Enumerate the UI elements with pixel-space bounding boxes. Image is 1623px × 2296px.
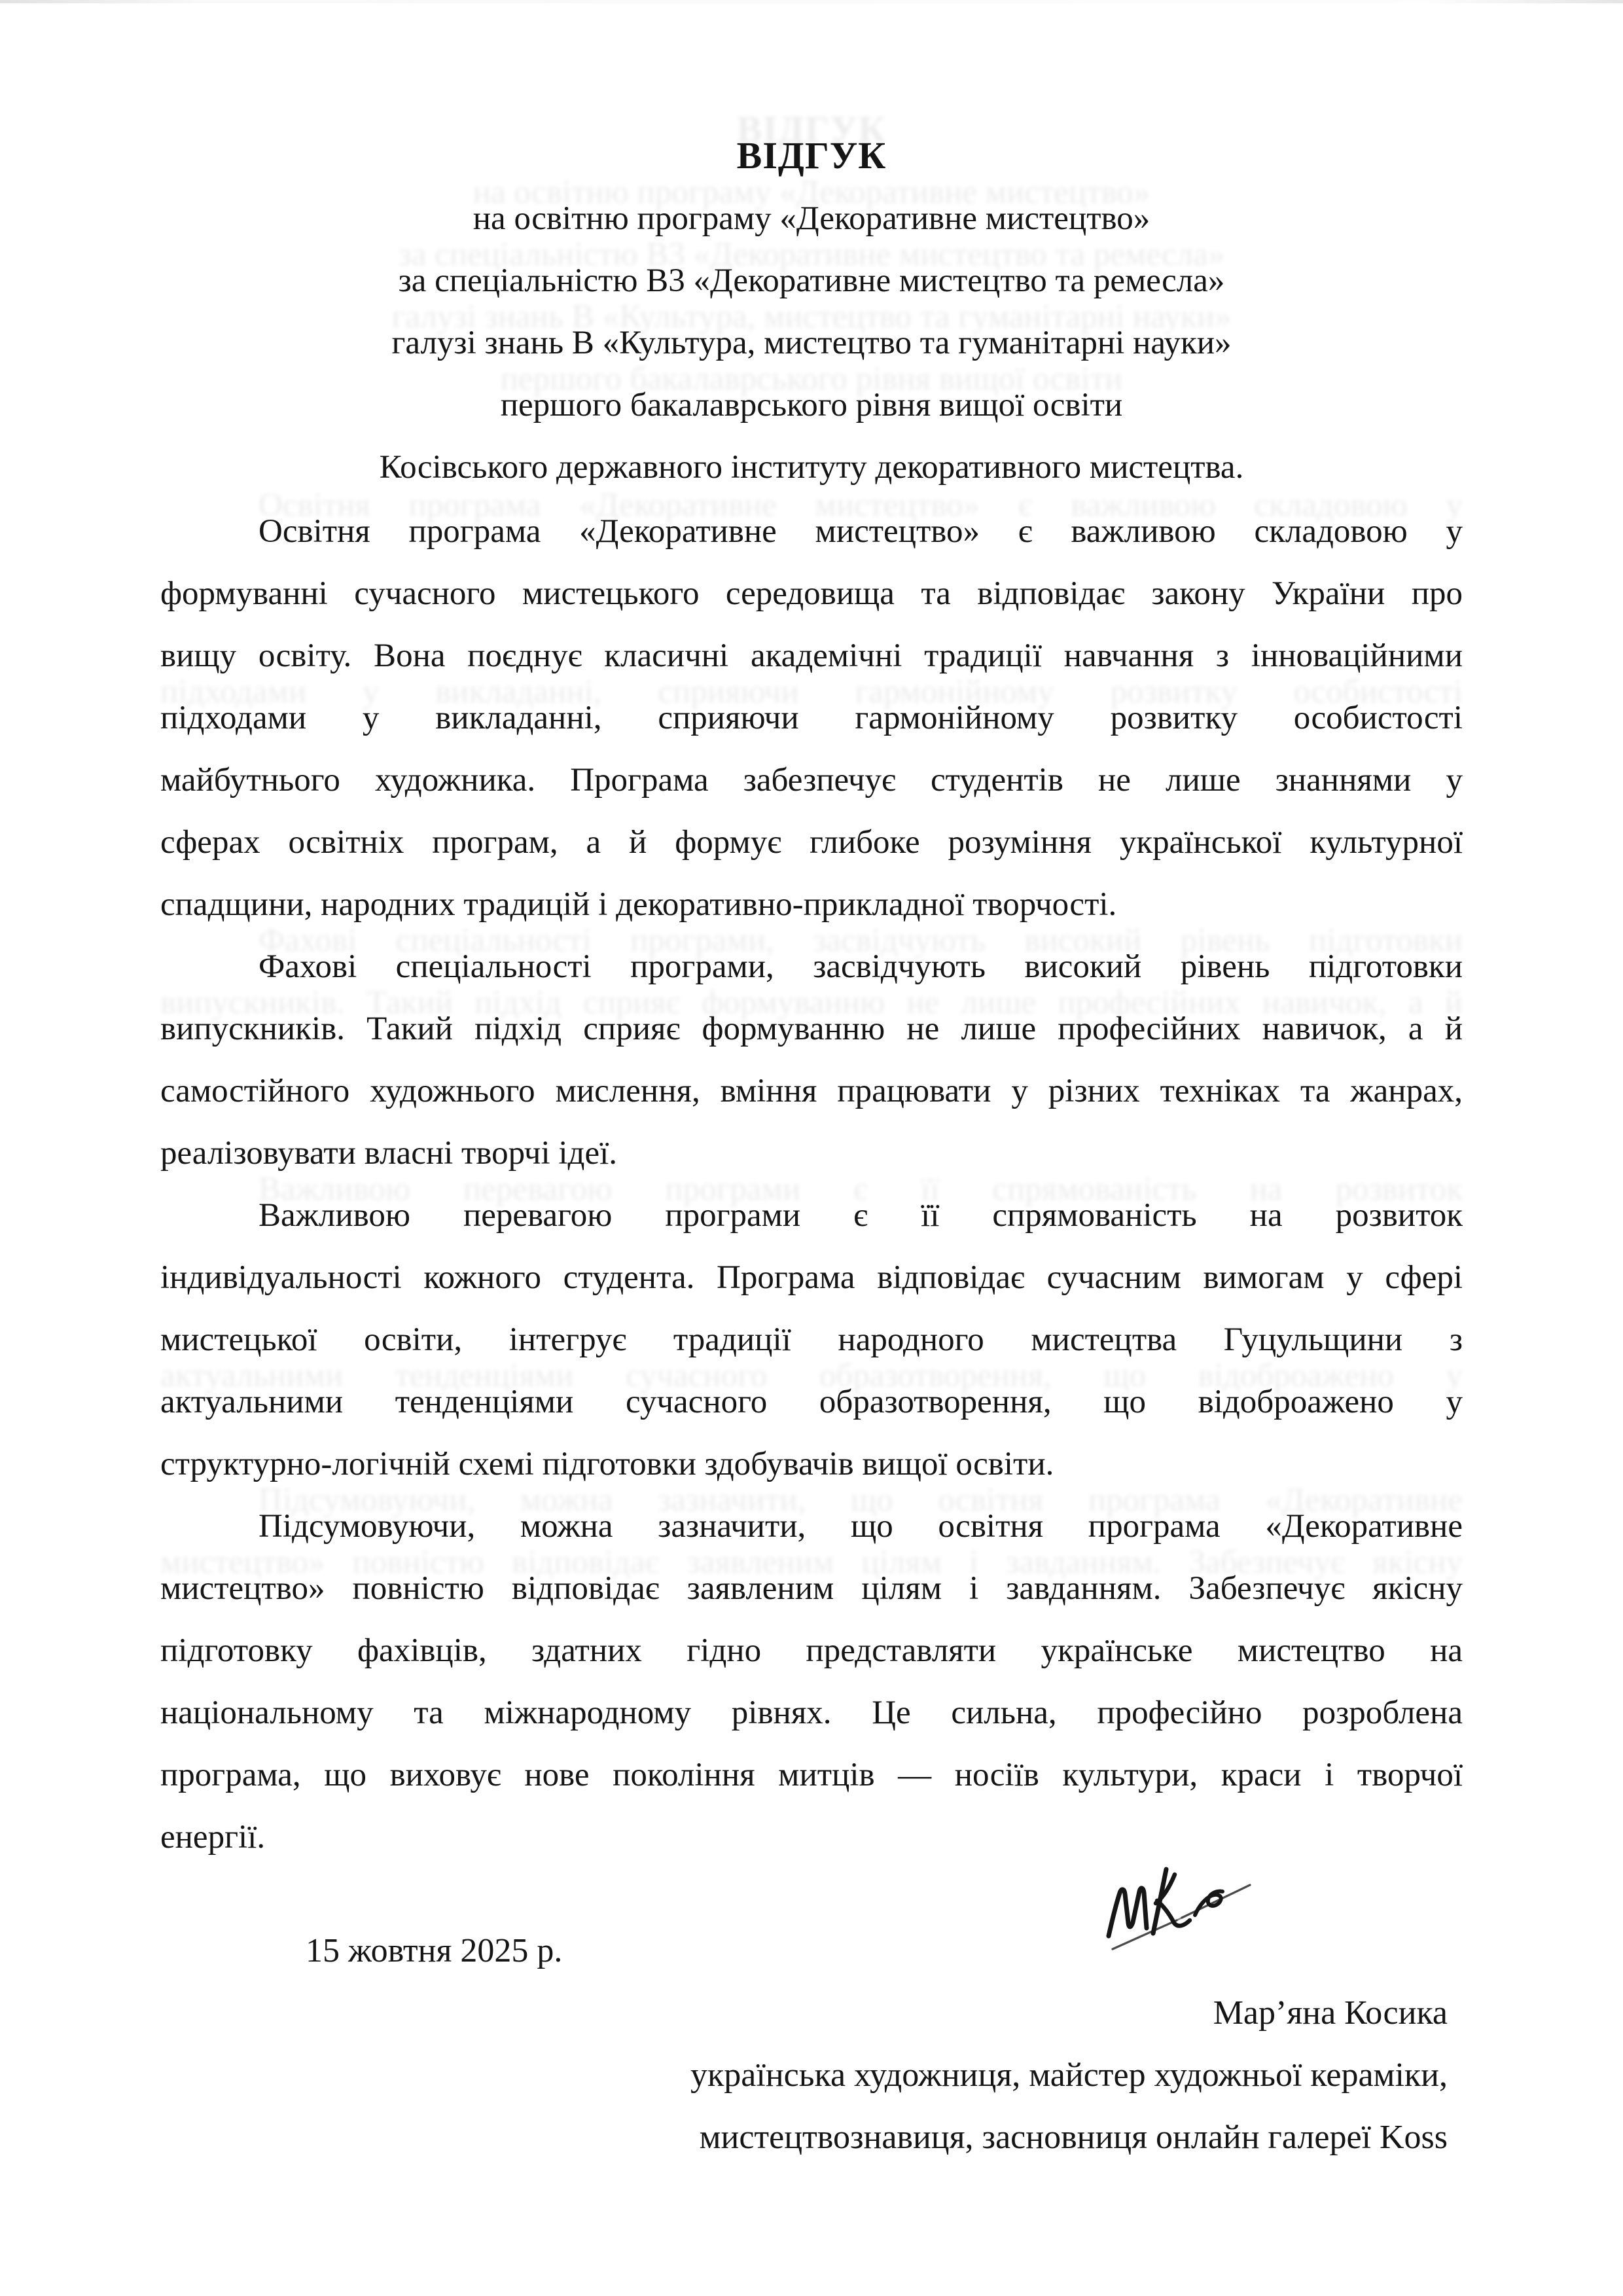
body-line: підходами у викладанні, сприяючи гармонійному розвитку особистості (160, 700, 1463, 736)
document-body (160, 501, 1463, 1869)
header-line-institution: Косівського державного інституту декоративного мистецтва. (379, 449, 1244, 486)
body-line: Важливою перевагою програми є її спрямованість на розвиток (259, 1197, 1463, 1234)
body-line: мистецтво» повністю відповідає заявленим цілям і завданням. Забезпечує якісну (160, 1570, 1463, 1607)
body-line: Освітня програма «Декоративне мистецтво» є важливою складовою у (259, 513, 1463, 550)
body-line: індивідуальності кожного студента. Програма відповідає сучасним вимогам у сфері (160, 1259, 1463, 1296)
body-line: сферах освітніх програм, а й формує глибоке розуміння української культурної (160, 824, 1463, 861)
body-line: Фахові спеціальності програми, засвідчують високий рівень підготовки (259, 948, 1463, 985)
document-header (160, 188, 1463, 499)
body-line: актуальними тенденціями сучасного образотворення, що відоброажено у (160, 1384, 1463, 1420)
body-line: підготовку фахівців, здатних гідно представляти українське мистецтво на (160, 1632, 1463, 1669)
body-line: реалізовувати власні творчі ідеї. (160, 1135, 618, 1172)
document-title: ВІДГУК (736, 134, 887, 177)
body-line: Підсумовуючи, можна зазначити, що освітня програма «Декоративне (259, 1508, 1463, 1545)
signer-credential: українська художниця, майстер художньої кераміки, (690, 2056, 1448, 2094)
header-line-field: галузі знань В «Культура, мистецтво та гуманітарні науки» (391, 325, 1232, 361)
body-line: національному та міжнародному рівнях. Це сильна, професійно розроблена (160, 1695, 1463, 1731)
header-line-program: на освітню програму «Декоративне мистецтво» (473, 200, 1150, 237)
body-line: програма, що виховує нове покоління митців — носіїв культури, краси і творчої (160, 1757, 1463, 1793)
body-line: випускників. Такий підхід сприяє формуванню не лише професійних навичок, а й (160, 1011, 1463, 1047)
signer-credential: мистецтвознавиця, засновниця онлайн галереї Koss (699, 2119, 1448, 2156)
signature-icon (1098, 1860, 1258, 1958)
body-line: майбутнього художника. Програма забезпечує студентів не лише знаннями у (160, 762, 1463, 798)
header-line-degree: першого бакалаврського рівня вищої освіти (500, 387, 1123, 423)
signer-name: Мар’яна Косика (1213, 1994, 1448, 2032)
body-line: спадщини, народних традицій і декоративно-прикладної творчості. (160, 886, 1117, 923)
body-line: енергії. (160, 1819, 266, 1856)
body-line: мистецької освіти, інтегрує традиції народного мистецтва Гуцульщини з (160, 1321, 1463, 1358)
body-line: вищу освіту. Вона поєднує класичні академічні традиції навчання з інноваційними (160, 637, 1463, 674)
signature-block (335, 1982, 1448, 2168)
body-line: структурно-логічній схемі підготовки здобувачів вищої освіти. (160, 1446, 1054, 1482)
body-line: формуванні сучасного мистецького середовища та відповідає закону України про (160, 575, 1463, 612)
document-date: 15 жовтня 2025 р. (306, 1932, 563, 1969)
body-line: самостійного художнього мислення, вміння працювати у різних техніках та жанрах, (160, 1073, 1463, 1109)
header-line-specialty: за спеціальністю В3 «Декоративне мистецтво та ремесла» (398, 262, 1225, 299)
